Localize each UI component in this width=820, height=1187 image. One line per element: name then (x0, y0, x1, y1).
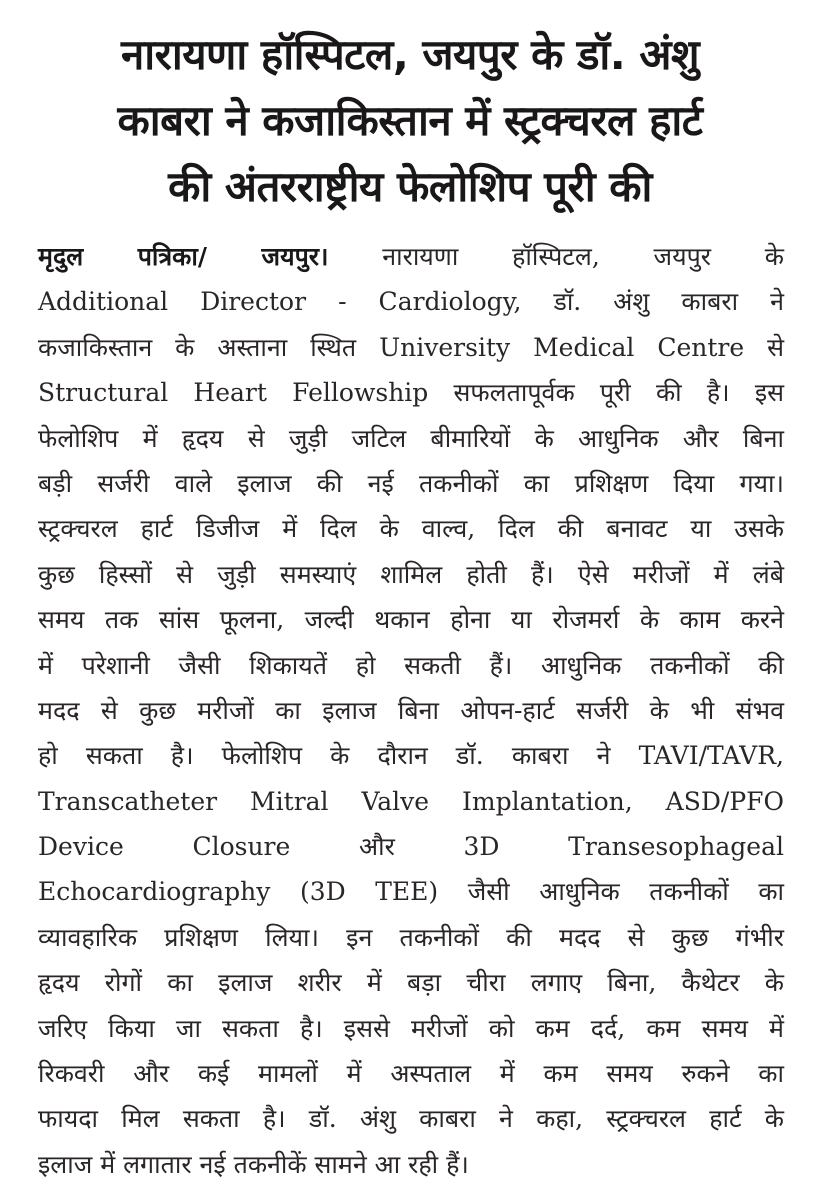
body-line: Device Closure और 3D Transesophageal (38, 832, 784, 862)
article-headline (20, 22, 800, 220)
body-line: कुछ हिस्सों से जुड़ी समस्याएं शामिल होती हैं। ऐसे मरीजों में लंबे (38, 559, 784, 589)
body-line: बड़ी सर्जरी वाले इलाज की नई तकनीकों का प्रशिक्षण दिया गया। (38, 468, 784, 498)
body-line: रिकवरी और कई मामलों में अस्पताल में कम समय रुकने का (38, 1059, 784, 1089)
body-line: Transcatheter Mitral Valve Implantation, ASD/PFO (38, 786, 784, 816)
body-line: Echocardiography (3D TEE) जैसी आधुनिक तकनीकों का (38, 877, 784, 907)
body-line: फायदा मिल सकता है। डॉ. अंशु काबरा ने कहा, स्ट्रक्चरल हार्ट के (38, 1104, 784, 1134)
body-line (38, 234, 784, 279)
headline-line: काबरा ने कजाकिस्तान में स्ट्रक्चरल हार्ट (117, 96, 703, 145)
body-line: जरिए किया जा सकता है। इससे मरीजों को कम दर्द, कम समय में (38, 1013, 784, 1043)
body-line: स्ट्रक्चरल हार्ट डिजीज में दिल के वाल्व, दिल की बनावट या उसके (38, 514, 784, 544)
dateline: मृदुल पत्रिका/ जयपुर। (38, 242, 329, 271)
body-line: Structural Heart Fellowship सफलतापूर्वक पूरी की है। इस (38, 378, 784, 408)
body-line-text: नारायणा हॉस्पिटल, जयपुर के (328, 242, 784, 271)
body-line: मदद से कुछ मरीजों का इलाज बिना ओपन-हार्ट सर्जरी के भी संभव (38, 695, 784, 725)
body-line: इलाज में लगातार नई तकनीकें सामने आ रही हैं। (38, 1149, 469, 1179)
headline-line: नारायणा हॉस्पिटल, जयपुर के डॉ. अंशु (120, 30, 700, 79)
body-line: समय तक सांस फूलना, जल्दी थकान होना या रोजमर्रा के काम करने (38, 605, 784, 635)
headline-line: की अंतरराष्ट्रीय फेलोशिप पूरी की (168, 162, 652, 211)
body-line: व्यावहारिक प्रशिक्षण लिया। इन तकनीकों की मदद से कुछ गंभीर (38, 922, 784, 952)
body-line: हृदय रोगों का इलाज शरीर में बड़ा चीरा लगाए बिना, कैथेटर के (38, 968, 784, 998)
article-body (38, 234, 784, 1187)
body-line: हो सकता है। फेलोशिप के दौरान डॉ. काबरा ने TAVI/TAVR, (38, 741, 784, 771)
body-line: में परेशानी जैसी शिकायतें हो सकती हैं। आधुनिक तकनीकों की (38, 650, 784, 680)
body-line: Additional Director - Cardiology, डॉ. अंशु काबरा ने (38, 287, 784, 317)
body-line: कजाकिस्तान के अस्ताना स्थित University Medical Centre से (38, 332, 784, 362)
body-line: फेलोशिप में हृदय से जुड़ी जटिल बीमारियों के आधुनिक और बिना (38, 423, 784, 453)
